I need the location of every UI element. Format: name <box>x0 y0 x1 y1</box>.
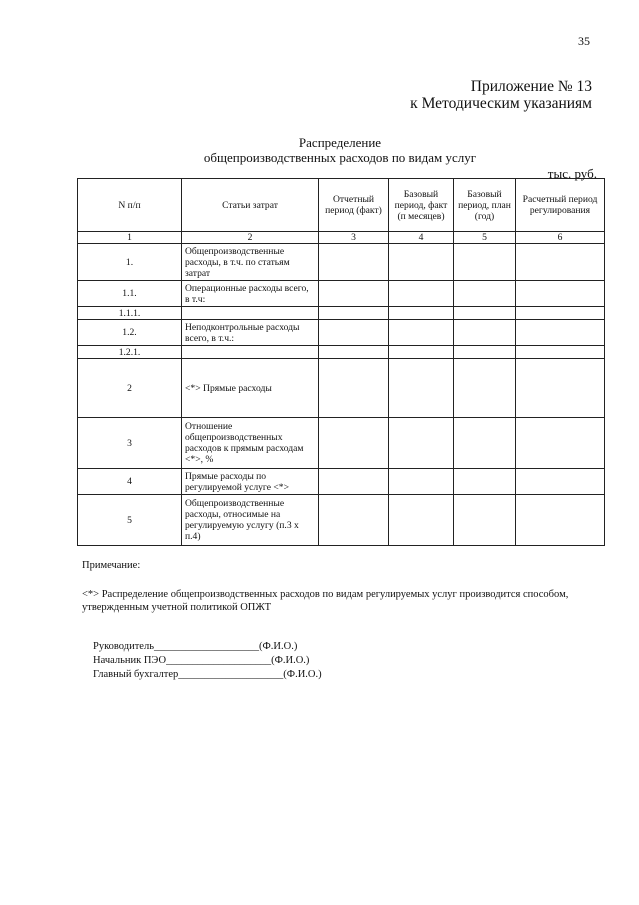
row-number: 1.2. <box>78 320 182 346</box>
value-cell <box>516 320 605 346</box>
signature-chief-accountant: Главный бухгалтер____________________(Ф.И.О.) <box>93 669 322 680</box>
appendix-line-2: к Методическим указаниям <box>410 95 592 112</box>
value-cell <box>516 244 605 281</box>
value-cell <box>454 281 516 307</box>
table-row <box>78 281 605 307</box>
header-cell: Расчетный период регулирования <box>516 179 605 232</box>
value-cell <box>454 244 516 281</box>
value-cell <box>319 418 389 469</box>
row-number: 1.2.1. <box>78 346 182 359</box>
value-cell <box>319 281 389 307</box>
document-title <box>100 135 580 165</box>
column-number: 5 <box>454 232 516 244</box>
value-cell <box>389 244 454 281</box>
value-cell <box>516 307 605 320</box>
value-cell <box>516 281 605 307</box>
signature-head-economist: Начальник ПЭО____________________(Ф.И.О.) <box>93 655 310 666</box>
row-item: Неподконтрольные расходы всего, в т.ч.: <box>182 320 319 346</box>
row-number: 5 <box>78 495 182 546</box>
value-cell <box>389 495 454 546</box>
note-text: <*> Распределение общепроизводственных расходов по видам регулируемых услуг производится способом, утвержденным учетной политикой ОПЖТ <box>82 589 569 613</box>
note-label: Примечание: <box>82 560 141 571</box>
row-number: 3 <box>78 418 182 469</box>
table-header-row <box>78 179 605 232</box>
column-number: 3 <box>319 232 389 244</box>
row-number: 1.1.1. <box>78 307 182 320</box>
row-number: 4 <box>78 469 182 495</box>
header-cell: N п/п <box>78 179 182 232</box>
value-cell <box>389 418 454 469</box>
row-item: Общепроизводственные расходы, в т.ч. по статьям затрат <box>182 244 319 281</box>
header-cell: Базовый период, факт (п месяцев) <box>389 179 454 232</box>
value-cell <box>389 307 454 320</box>
row-number: 1. <box>78 244 182 281</box>
value-cell <box>454 359 516 418</box>
row-number: 1.1. <box>78 281 182 307</box>
page-number: 35 <box>578 34 590 48</box>
column-number: 6 <box>516 232 605 244</box>
table-row <box>78 359 605 418</box>
value-cell <box>516 418 605 469</box>
row-item: Отношение общепроизводственных расходов к прямым расходам <*>, % <box>182 418 319 469</box>
value-cell <box>319 469 389 495</box>
column-number: 4 <box>389 232 454 244</box>
value-cell <box>319 244 389 281</box>
units-label: тыс. руб. <box>547 166 597 181</box>
column-number: 1 <box>78 232 182 244</box>
table-row <box>78 320 605 346</box>
value-cell <box>454 495 516 546</box>
column-numbers-row <box>78 232 605 244</box>
value-cell <box>389 320 454 346</box>
value-cell <box>389 281 454 307</box>
row-item: Общепроизводственные расходы, относимые на регулируемую услугу (п.3 х п.4) <box>182 495 319 546</box>
table-row <box>78 307 605 320</box>
row-item: Операционные расходы всего, в т.ч: <box>182 281 319 307</box>
value-cell <box>389 359 454 418</box>
header-cell: Статьи затрат <box>182 179 319 232</box>
row-item: Прямые расходы по регулируемой услуге <*> <box>182 469 319 495</box>
row-item <box>182 346 319 359</box>
value-cell <box>454 418 516 469</box>
table-row <box>78 469 605 495</box>
expense-distribution-table <box>77 178 605 546</box>
table-row <box>78 346 605 359</box>
value-cell <box>319 495 389 546</box>
table-row <box>78 495 605 546</box>
value-cell <box>516 346 605 359</box>
row-item: <*> Прямые расходы <box>182 359 319 418</box>
column-number: 2 <box>182 232 319 244</box>
header-cell: Базовый период, план (год) <box>454 179 516 232</box>
signature-block <box>93 640 322 682</box>
row-item <box>182 307 319 320</box>
value-cell <box>516 359 605 418</box>
value-cell <box>389 469 454 495</box>
value-cell <box>454 346 516 359</box>
signature-director: Руководитель____________________(Ф.И.О.) <box>93 641 298 652</box>
value-cell <box>319 320 389 346</box>
table-row <box>78 418 605 469</box>
value-cell <box>319 359 389 418</box>
appendix-line-1: Приложение № 13 <box>470 78 592 95</box>
value-cell <box>516 469 605 495</box>
value-cell <box>454 320 516 346</box>
value-cell <box>389 346 454 359</box>
row-number: 2 <box>78 359 182 418</box>
value-cell <box>319 346 389 359</box>
table-row <box>78 244 605 281</box>
title-line-1: Распределение <box>298 135 382 150</box>
value-cell <box>319 307 389 320</box>
value-cell <box>454 307 516 320</box>
title-line-2: общепроизводственных расходов по видам услуг <box>203 150 477 165</box>
appendix-reference <box>410 78 592 112</box>
value-cell <box>516 495 605 546</box>
value-cell <box>454 469 516 495</box>
header-cell: Отчетный период (факт) <box>319 179 389 232</box>
